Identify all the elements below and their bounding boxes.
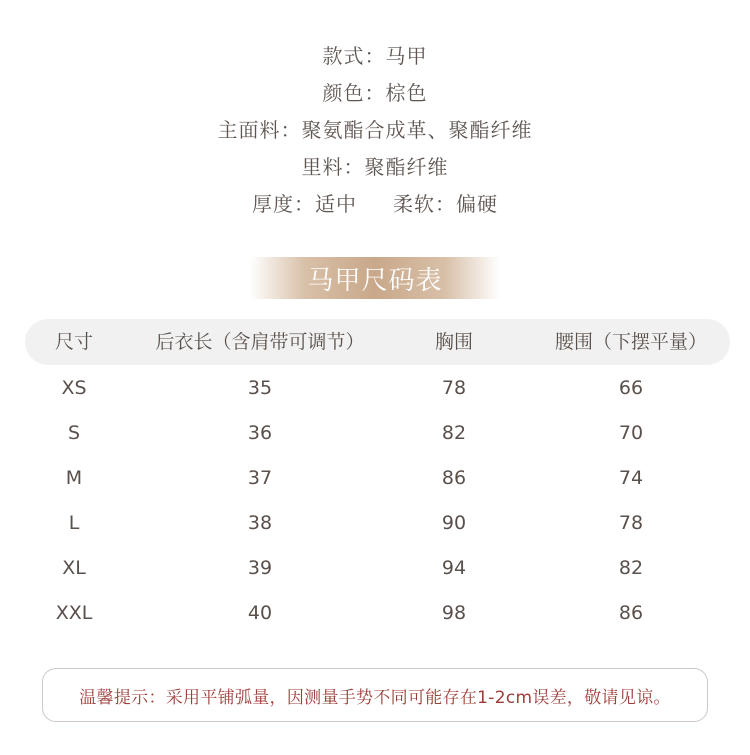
header-size: 尺寸	[54, 331, 94, 353]
spec-softness: 柔软：偏硬	[393, 192, 498, 216]
cell-chest: 82	[441, 422, 467, 444]
cell-back-length: 39	[247, 557, 273, 579]
cell-size: L	[68, 512, 80, 534]
cell-waist: 78	[618, 512, 644, 534]
table-row	[25, 365, 730, 410]
size-chart-title: 马甲尺码表	[307, 265, 443, 296]
cell-back-length: 40	[247, 602, 273, 624]
cell-size: M	[65, 467, 83, 489]
cell-waist: 74	[618, 467, 644, 489]
header-back-length: 后衣长（含肩带可调节）	[155, 331, 365, 353]
header-chest: 胸围	[434, 331, 474, 353]
notice-text: 温馨提示：采用平铺弧量，因测量手势不同可能存在1-2cm误差，敬请见谅。	[79, 687, 671, 708]
spec-style: 款式：马甲	[322, 44, 428, 68]
size-chart-title-band	[250, 257, 500, 299]
cell-waist: 70	[618, 422, 644, 444]
cell-back-length: 36	[247, 422, 273, 444]
cell-chest: 78	[441, 377, 467, 399]
table-header	[25, 319, 730, 365]
spec-color: 颜色：棕色	[322, 81, 428, 105]
cell-back-length: 35	[247, 377, 273, 399]
cell-back-length: 37	[247, 467, 273, 489]
cell-waist: 86	[618, 602, 644, 624]
cell-waist: 82	[618, 557, 644, 579]
cell-size: XL	[62, 557, 86, 579]
spec-thickness: 厚度：适中	[252, 192, 357, 216]
table-row	[25, 590, 730, 635]
table-row	[25, 410, 730, 455]
spec-thickness-softness	[0, 186, 750, 223]
spec-main-fabric: 主面料：聚氨酯合成革、聚酯纤维	[217, 118, 533, 142]
spec-lining: 里料：聚酯纤维	[301, 155, 449, 179]
cell-size: XXL	[55, 602, 93, 624]
cell-size: S	[67, 422, 81, 444]
product-specs	[0, 38, 750, 223]
cell-chest: 90	[441, 512, 467, 534]
table-row	[25, 455, 730, 500]
measurement-notice	[42, 668, 708, 722]
header-waist: 腰围（下摆平量）	[554, 331, 708, 353]
cell-chest: 94	[441, 557, 467, 579]
cell-chest: 98	[441, 602, 467, 624]
table-row	[25, 500, 730, 545]
cell-waist: 66	[618, 377, 644, 399]
cell-back-length: 38	[247, 512, 273, 534]
cell-size: XS	[61, 377, 87, 399]
size-table	[25, 319, 730, 635]
cell-chest: 86	[441, 467, 467, 489]
table-row	[25, 545, 730, 590]
